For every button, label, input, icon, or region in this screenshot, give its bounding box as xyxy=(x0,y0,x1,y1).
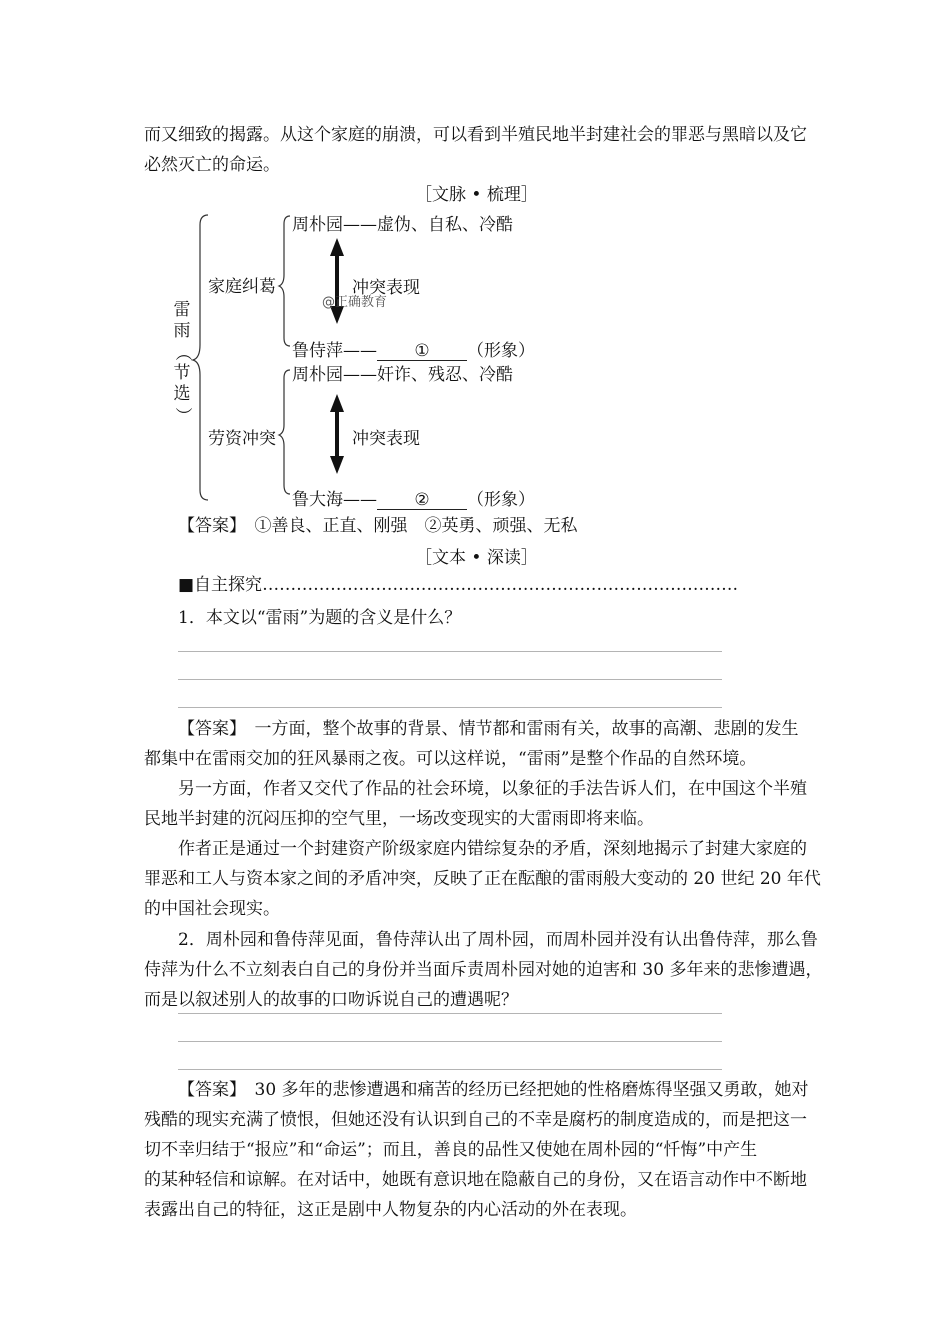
answer-2-line: 残酷的现实充满了愤恨，但她还没有认识到自己的不幸是腐朽的制度造成的，而是把这一 xyxy=(144,1110,807,1130)
branch2-bottom-item: 鲁大海—— ② （形象） xyxy=(292,490,535,510)
diagram-root-title: 雷 雨 （ 节 选 ） xyxy=(172,300,193,424)
branch1-double-arrow xyxy=(330,238,344,324)
structure-heading: ［文脉 • 梳理］ xyxy=(415,185,538,205)
answer-2-line: 的某种轻信和谅解。在对话中，她既有意识地在隐蔽自己的身份，又在语言动作中不断地 xyxy=(144,1170,807,1190)
answer-line xyxy=(178,679,722,680)
answer-2-line: 【答案】 30 多年的悲惨遭遇和痛苦的经历已经把她的性格磨炼得坚强又勇敢，她对 xyxy=(178,1080,809,1100)
blank-2: ② xyxy=(377,491,467,510)
answer-1-line: 罪恶和工人与资本家之间的矛盾冲突，反映了正在酝酿的雷雨般大变动的 20 世纪 20 年代 xyxy=(144,869,821,889)
answer-1-line: 作者正是通过一个封建资产阶级家庭内错综复杂的矛盾，深刻地揭示了封建大家庭的 xyxy=(178,839,807,859)
answer-1-line: 另一方面，作者又交代了作品的社会环境，以象征的手法告诉人们，在中国这个半殖 xyxy=(178,779,807,799)
question-2-line: 侍萍为什么不立刻表白自己的身份并当面斥责周朴园对她的迫害和 30 多年来的悲惨遭遇， xyxy=(144,960,823,980)
answer-1-line: 的中国社会现实。 xyxy=(144,899,280,919)
branch2-double-arrow xyxy=(330,394,344,474)
answer-line xyxy=(178,1069,722,1070)
answer-line xyxy=(178,1041,722,1042)
branch1-bottom-item: 鲁侍萍—— ① （形象） xyxy=(292,341,535,361)
intro-line-2: 必然灭亡的命运。 xyxy=(144,155,280,175)
branch1-conflict-label: 冲突表现 xyxy=(352,278,420,298)
answer-1-line: 【答案】 一方面，整个故事的背景、情节都和雷雨有关，故事的高潮、悲剧的发生 xyxy=(178,719,799,739)
answer-line xyxy=(178,707,722,708)
question-2-line: 2．周朴园和鲁侍萍见面，鲁侍萍认出了周朴园，而周朴园并没有认出鲁侍萍，那么鲁 xyxy=(178,930,818,950)
intro-line-1: 而又细致的揭露。从这个家庭的崩溃，可以看到半殖民地半封建社会的罪恶与黑暗以及它 xyxy=(144,125,807,145)
diagram-braces xyxy=(0,0,950,520)
branch2-label: 劳资冲突 xyxy=(208,429,276,449)
answer-2-line: 切不幸归结于“报应”和“命运”；而且，善良的品性又使她在周朴园的“忏悔”中产生 xyxy=(144,1140,758,1160)
branch2-brace xyxy=(279,370,290,494)
reading-heading: ［文本 • 深读］ xyxy=(415,548,538,568)
answer-1-line: 民地半封建的沉闷压抑的空气里，一场改变现实的大雷雨即将来临。 xyxy=(144,809,654,829)
question-1: 1．本文以“雷雨”为题的含义是什么？ xyxy=(178,608,462,628)
branch2-top-item: 周朴园——奸诈、残忍、冷酷 xyxy=(292,365,513,385)
answer-line xyxy=(178,651,722,652)
answer-1-line: 都集中在雷雨交加的狂风暴雨之夜。可以这样说，“雷雨”是整个作品的自然环境。 xyxy=(144,749,757,769)
structure-answer: 【答案】 ①善良、正直、刚强 ②英勇、顽强、无私 xyxy=(178,516,578,536)
answer-2-line: 表露出自己的特征，这正是剧中人物复杂的内心活动的外在表现。 xyxy=(144,1200,637,1220)
root-brace xyxy=(193,215,208,500)
branch1-brace xyxy=(279,216,290,346)
blank-1: ① xyxy=(377,342,467,361)
question-2-line: 而是以叙述别人的故事的口吻诉说自己的遭遇呢？ xyxy=(144,990,518,1010)
section-title: ■自主探究………………………………………………………………………… xyxy=(178,575,739,595)
watermark: @正确教育 xyxy=(322,295,388,310)
branch2-conflict-label: 冲突表现 xyxy=(352,429,420,449)
branch1-top-item: 周朴园——虚伪、自私、冷酷 xyxy=(292,215,513,235)
answer-line xyxy=(178,1013,722,1014)
branch1-label: 家庭纠葛 xyxy=(208,277,276,297)
